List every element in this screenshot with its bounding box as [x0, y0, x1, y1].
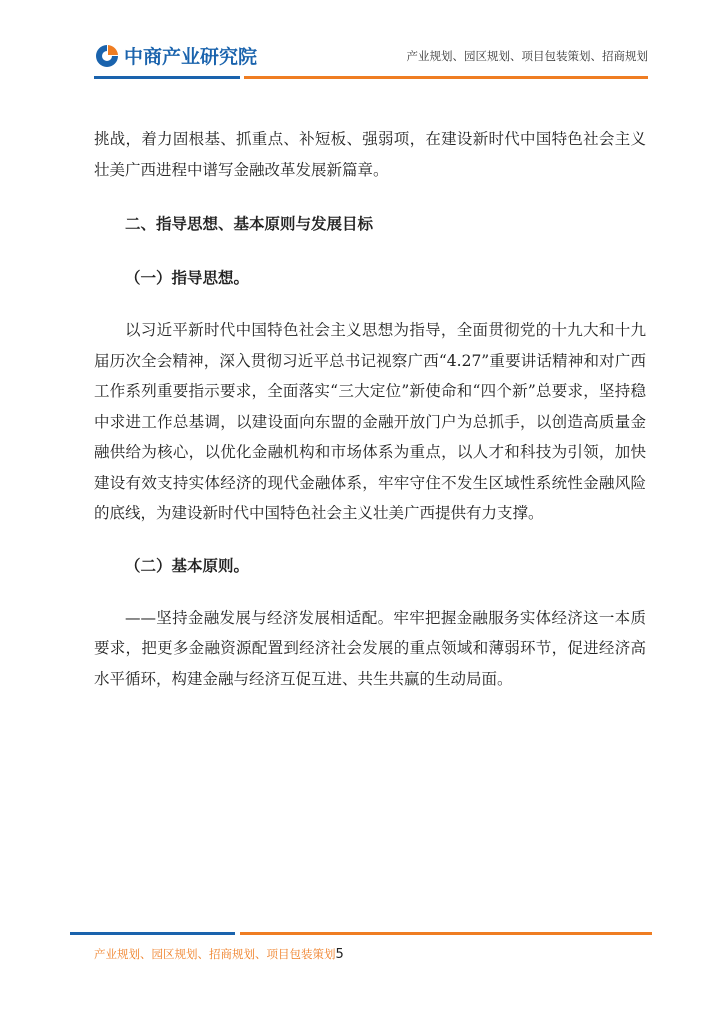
- paragraph-intro: 挑战，着力固根基、抓重点、补短板、强弱项，在建设新时代中国特色社会主义壮美广西进程中谱写金融改革发展新篇章。: [94, 130, 646, 179]
- logo-text: 中商产业研究院: [124, 46, 258, 68]
- footer-divider-blue: [70, 932, 235, 935]
- document-body: [94, 120, 646, 694]
- page-number: 5: [335, 947, 344, 962]
- subsection-heading-principles: （二）基本原则。: [125, 556, 250, 575]
- subsection-heading-guiding: （一）指导思想。: [125, 269, 250, 287]
- footer-tagline: 产业规划、园区规划、招商规划、项目包装策划: [94, 947, 336, 961]
- header-tagline: 产业规划、园区规划、项目包装策划、招商规划: [406, 49, 648, 63]
- paragraph-principle-1: ——坚持金融发展与经济发展相适配。牢牢把握金融服务实体经济这一本质要求，把更多金融资源配置到经济社会发展的重点领域和薄弱环节，促进经济高水平循环，构建金融与经济互促互进、共生共赢的生动局面。: [94, 608, 646, 688]
- footer-divider-orange: [240, 932, 652, 935]
- page-footer: [94, 946, 344, 962]
- paragraph-guiding: 以习近平新时代中国特色社会主义思想为指导，全面贯彻党的十九大和十九届历次全会精神，深入贯彻习近平总书记视察广西“4.27”重要讲话精神和对广西工作系列重要指示要求，全面落实“三大定位”新使命和“四个新”总要求，坚持稳中求进工作总基调，以建设面向东盟的金融开放门户为总抓手，以创造高质量金融供给为核心，以优化金融机构和市场体系为重点，以人才和科技为引领，加快建设有效支持实体经济的现代金融体系，牢牢守住不发生区域性系统性金融风险的底线，为建设新时代中国特色社会主义壮美广西提供有力支撑。: [94, 321, 646, 522]
- header-divider-blue: [94, 76, 240, 79]
- section-heading: 二、指导思想、基本原则与发展目标: [125, 215, 374, 233]
- logo: [94, 42, 257, 69]
- page-header: [0, 0, 724, 90]
- header-divider-orange: [244, 76, 648, 79]
- logo-icon: [94, 43, 120, 69]
